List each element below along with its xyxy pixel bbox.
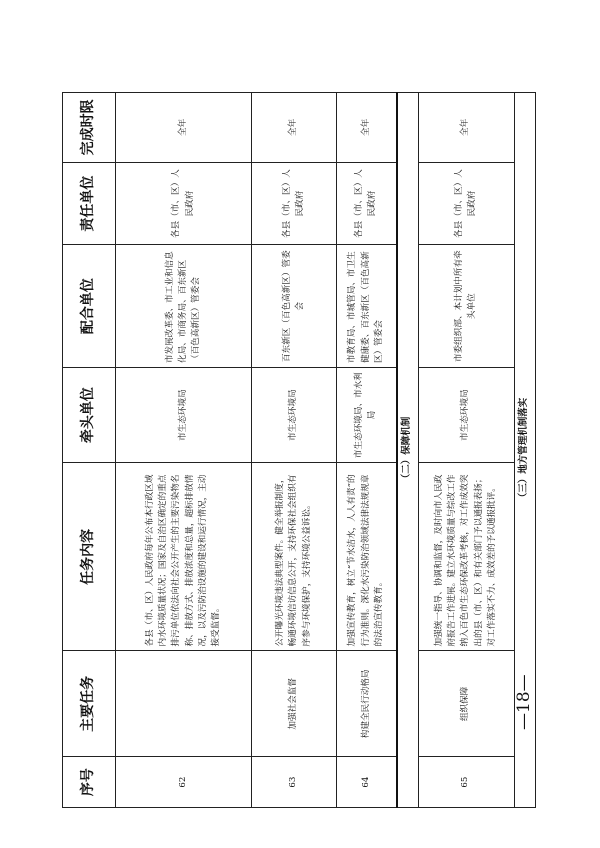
row-content: 各县（市、区）人民政府每年公布本行政区域内水环境质量状况；国家及自治区确定的重点排污单位依法向社会公开产生的主要污染物名称、排放方式、排放浓度和总量，超标排放情况，以及污防治设施的建设和运行情况，主动接受监督。	[116, 463, 252, 651]
row-support: 市发展改革委、市工业和信息化局、市商务局、百东新区（百色高新区）管委会	[116, 245, 252, 368]
row-no: 63	[252, 757, 337, 808]
header-lead: 牵头单位	[63, 368, 116, 463]
row-content: 公开曝光环境违法典型案件。健全举报制度，畅通环境信访信息公开，支持环保社会组织有序参与环境保护，支持环境公益诉讼。	[252, 463, 337, 651]
row-task: 加强社会监督	[252, 651, 337, 757]
header-resp: 责任单位	[63, 162, 116, 245]
row-lead: 市生态环境局	[116, 368, 252, 463]
row-support: 百东新区（百色高新区）管委会	[252, 245, 337, 368]
row-task	[116, 651, 252, 757]
row-no: 65	[418, 757, 514, 808]
task-table	[62, 92, 536, 808]
row-content: 加强统一指导、协调和监督，及时向市人民政府报告工作进展。建立水环境质量与综改工作纳入百色市生态环保改革考核，对工作成效突出的县（市、区）和有关部门予以通报表扬；对工作落实不力、成效差的予以通报批评。	[418, 463, 514, 651]
row-task: 构建全民行动格局	[337, 651, 397, 757]
table-row	[337, 93, 397, 808]
header-no: 序号	[63, 757, 116, 808]
section-row	[397, 93, 419, 808]
row-resp: 各县（市、区）人民政府	[337, 162, 397, 245]
row-deadline: 全年	[337, 93, 397, 163]
section-heading-3: （三）地方管理机制落实	[514, 93, 535, 808]
row-support: 市教育局、市城管局、市卫生健康委、百东新区（百色高新区）管委会	[337, 245, 397, 368]
row-lead: 市生态环境局	[418, 368, 514, 463]
row-deadline: 全年	[116, 93, 252, 163]
header-deadline: 完成时限	[63, 93, 116, 163]
row-lead: 市生态环境局、市水利局	[337, 368, 397, 463]
header-content: 任务内容	[63, 463, 116, 651]
row-deadline: 全年	[252, 93, 337, 163]
row-no: 64	[337, 757, 397, 808]
section-row	[514, 93, 535, 808]
page-number: —18—	[514, 674, 534, 730]
row-resp: 各县（市、区）人民政府	[116, 162, 252, 245]
table-row	[418, 93, 514, 808]
row-support: 市委组织部、本计划中所有牵头单位	[418, 245, 514, 368]
row-deadline: 全年	[418, 93, 514, 163]
header-support: 配合单位	[63, 245, 116, 368]
table-header-row	[63, 93, 116, 808]
row-content: 加强宣传教育，树立“节水洁水，人人有责”的行为准则。深化水污染防治领域法律法规规章的法治宣传教育。	[337, 463, 397, 651]
row-resp: 各县（市、区）人民政府	[252, 162, 337, 245]
row-resp: 各县（市、区）人民政府	[418, 162, 514, 245]
row-task: 组织保障	[418, 651, 514, 757]
section-heading-2: （二）保障机制	[397, 93, 419, 808]
table-row	[116, 93, 252, 808]
table-row	[252, 93, 337, 808]
row-no: 62	[116, 757, 252, 808]
header-task: 主要任务	[63, 651, 116, 757]
row-lead: 市生态环境局	[252, 368, 337, 463]
